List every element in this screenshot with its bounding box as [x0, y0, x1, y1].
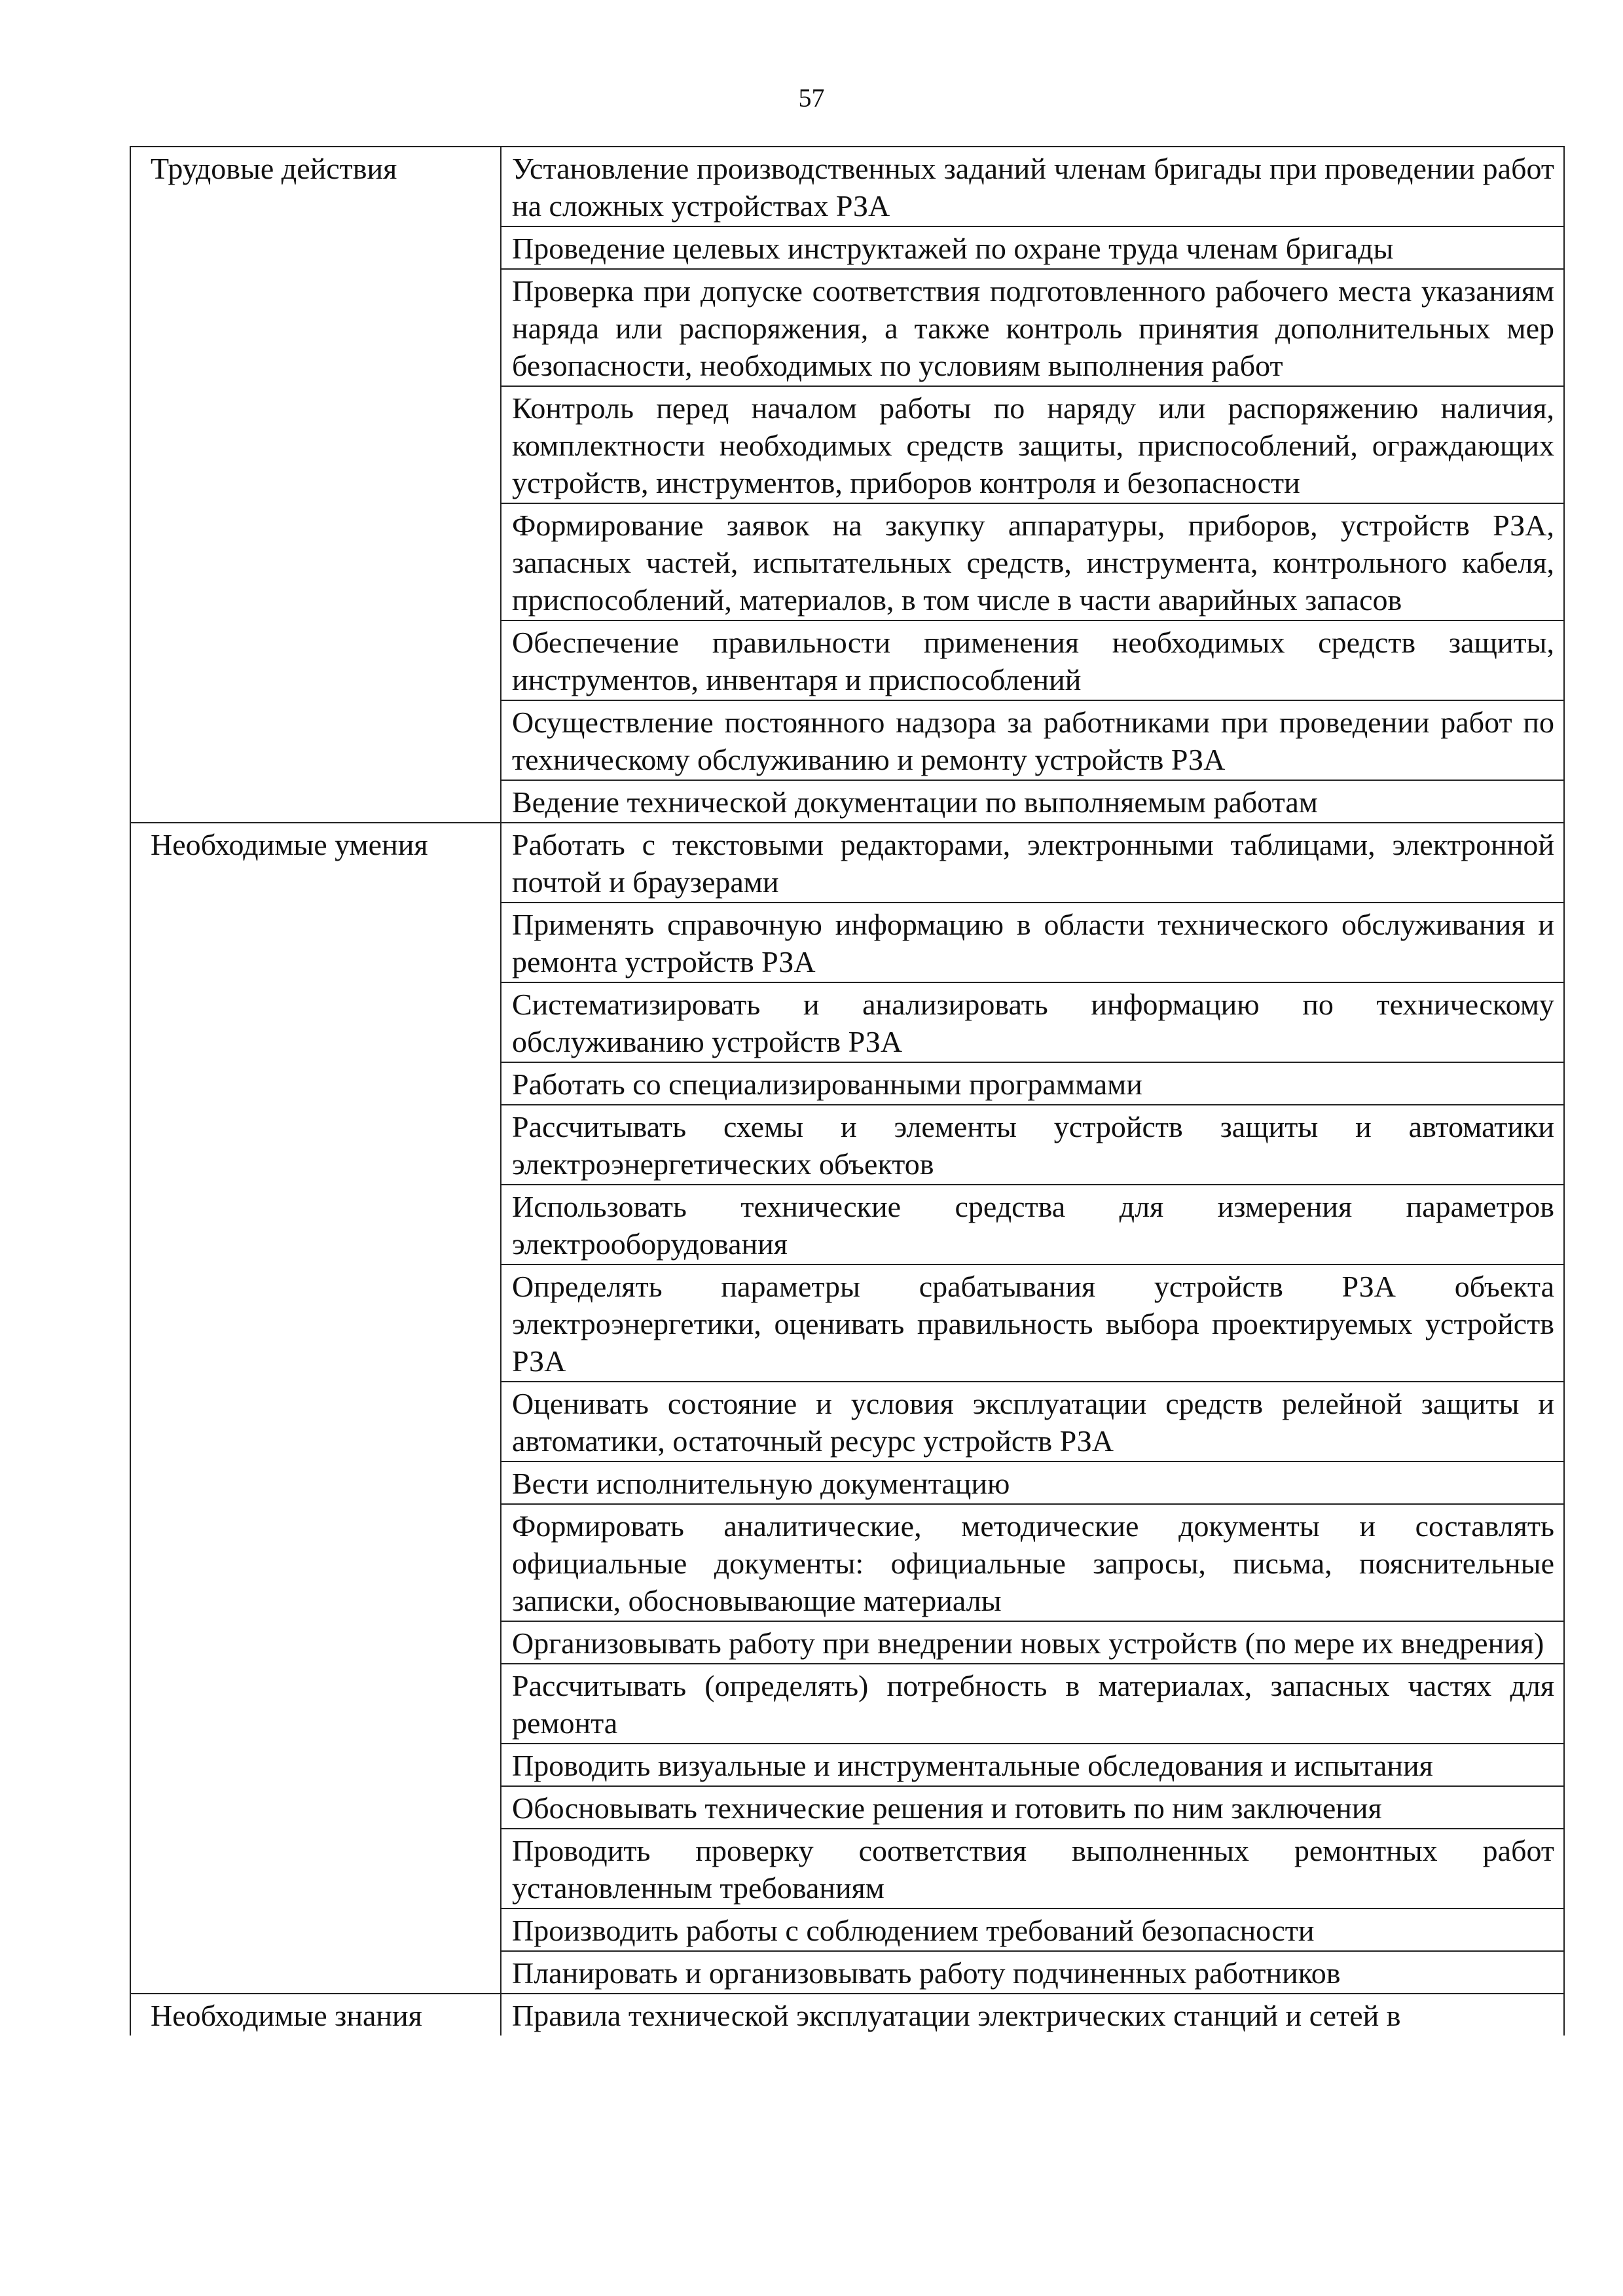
competency-table — [130, 146, 1565, 2036]
section-item: Применять справочную информацию в области технического обслуживания и ремонта устройств РЗА — [501, 903, 1564, 982]
section-item: Использовать технические средства для измерения параметров электрооборудования — [501, 1185, 1564, 1265]
section-item: Проведение целевых инструктажей по охране труда членам бригады — [501, 226, 1564, 269]
section-item: Контроль перед началом работы по наряду или распоряжению наличия, комплектности необходимых средств защиты, приспособлений, ограждающих устройств, инструментов, приборов контроля и безопасности — [501, 386, 1564, 503]
competency-table-body — [130, 147, 1564, 2036]
section-item: Работать со специализированными программами — [501, 1062, 1564, 1105]
section-label: Трудовые действия — [130, 147, 501, 823]
table-row — [130, 147, 1564, 226]
section-item: Рассчитывать (определять) потребность в материалах, запасных частях для ремонта — [501, 1664, 1564, 1744]
section-item: Производить работы с соблюдением требований безопасности — [501, 1909, 1564, 1951]
section-item: Проводить визуальные и инструментальные обследования и испытания — [501, 1744, 1564, 1786]
section-item: Ведение технической документации по выполняемым работам — [501, 780, 1564, 823]
section-item: Планировать и организовывать работу подчиненных работников — [501, 1951, 1564, 1994]
section-item: Систематизировать и анализировать информацию по техническому обслуживанию устройств РЗА — [501, 982, 1564, 1062]
section-item: Формировать аналитические, методические документы и составлять официальные документы: официальные запросы, письма, пояснительные записки, обосновывающие материалы — [501, 1504, 1564, 1621]
section-label: Необходимые знания — [130, 1994, 501, 2036]
section-label: Необходимые умения — [130, 823, 501, 1994]
section-item: Работать с текстовыми редакторами, электронными таблицами, электронной почтой и браузерами — [501, 823, 1564, 903]
section-item: Определять параметры срабатывания устройств РЗА объекта электроэнергетики, оценивать правильность выбора проектируемых устройств РЗА — [501, 1265, 1564, 1382]
table-row — [130, 1994, 1564, 2036]
section-item: Проверка при допуске соответствия подготовленного рабочего места указаниям наряда или распоряжения, а также контроль принятия дополнительных мер безопасности, необходимых по условиям выполнения работ — [501, 269, 1564, 386]
section-item: Формирование заявок на закупку аппаратуры, приборов, устройств РЗА, запасных частей, испытательных средств, инструмента, контрольного кабеля, приспособлений, материалов, в том числе в части аварийных запасов — [501, 503, 1564, 620]
table-row — [130, 823, 1564, 903]
section-item: Оценивать состояние и условия эксплуатации средств релейной защиты и автоматики, остаточный ресурс устройств РЗА — [501, 1382, 1564, 1462]
section-item: Организовывать работу при внедрении новых устройств (по мере их внедрения) — [501, 1621, 1564, 1664]
section-item: Обосновывать технические решения и готовить по ним заключения — [501, 1786, 1564, 1829]
page-number: 57 — [798, 83, 825, 113]
section-item: Вести исполнительную документацию — [501, 1462, 1564, 1504]
section-item: Установление производственных заданий членам бригады при проведении работ на сложных устройствах РЗА — [501, 147, 1564, 226]
section-item: Проводить проверку соответствия выполненных ремонтных работ установленным требованиям — [501, 1829, 1564, 1909]
section-item: Обеспечение правильности применения необходимых средств защиты, инструментов, инвентаря и приспособлений — [501, 620, 1564, 700]
section-item: Правила технической эксплуатации электрических станций и сетей в — [501, 1994, 1564, 2036]
section-item: Рассчитывать схемы и элементы устройств защиты и автоматики электроэнергетических объектов — [501, 1105, 1564, 1185]
section-item: Осуществление постоянного надзора за работниками при проведении работ по техническому обслуживанию и ремонту устройств РЗА — [501, 700, 1564, 780]
